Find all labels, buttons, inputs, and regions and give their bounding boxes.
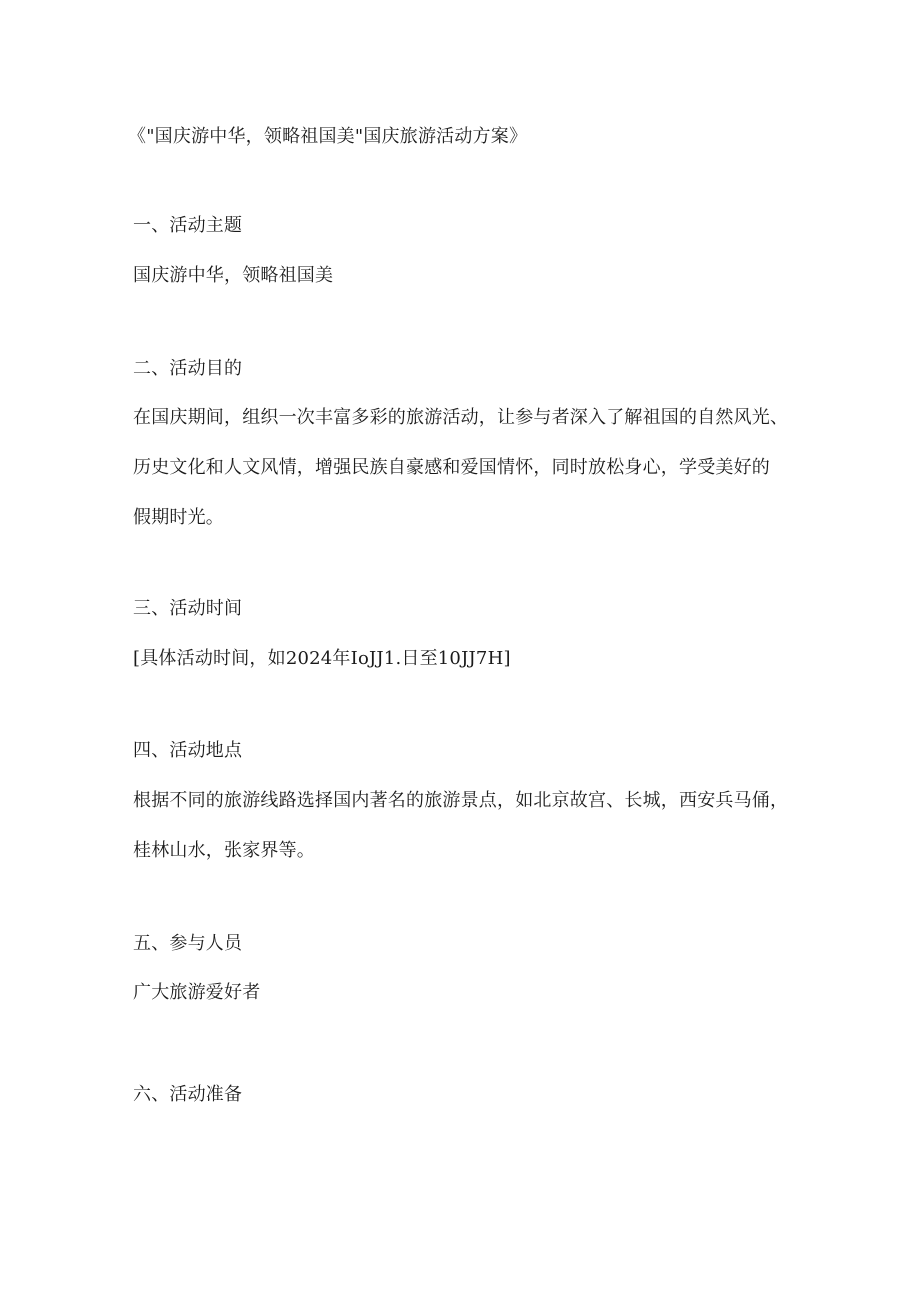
section-heading-participants: 五、参与人员 xyxy=(133,933,243,954)
section-text-location-line-2: 桂林山水，张家界等。 xyxy=(133,840,315,861)
section-text-theme: 国庆游中华，领略祖国美 xyxy=(133,265,334,286)
section-text-time: [具体活动时间，如2024年IoJJ1.日至10JJ7H] xyxy=(133,648,511,669)
section-text-participants: 广大旅游爱好者 xyxy=(133,982,261,1003)
section-heading-location: 四、活动地点 xyxy=(133,740,243,761)
section-text-location-line-1: 根据不同的旅游线路选择国内著名的旅游景点，如北京故宫、长城，西安兵马俑， xyxy=(133,790,789,811)
section-text-purpose-line-1: 在国庆期间，组织一次丰富多彩的旅游活动，让参与者深入了解祖国的自然风光、 xyxy=(133,407,789,428)
section-heading-theme: 一、活动主题 xyxy=(133,215,243,236)
section-heading-time: 三、活动时间 xyxy=(133,598,243,619)
section-text-purpose-line-2: 历史文化和人文风情，增强民族自豪感和爱国情怀，同时放松身心，学受美好的 xyxy=(133,457,770,478)
section-text-purpose-line-3: 假期时光。 xyxy=(133,507,224,528)
section-heading-preparation: 六、活动准备 xyxy=(133,1084,243,1105)
section-heading-purpose: 二、活动目的 xyxy=(133,358,243,379)
document-title: 《"国庆游中华，领略祖国美"国庆旅游活动方案》 xyxy=(128,126,528,147)
